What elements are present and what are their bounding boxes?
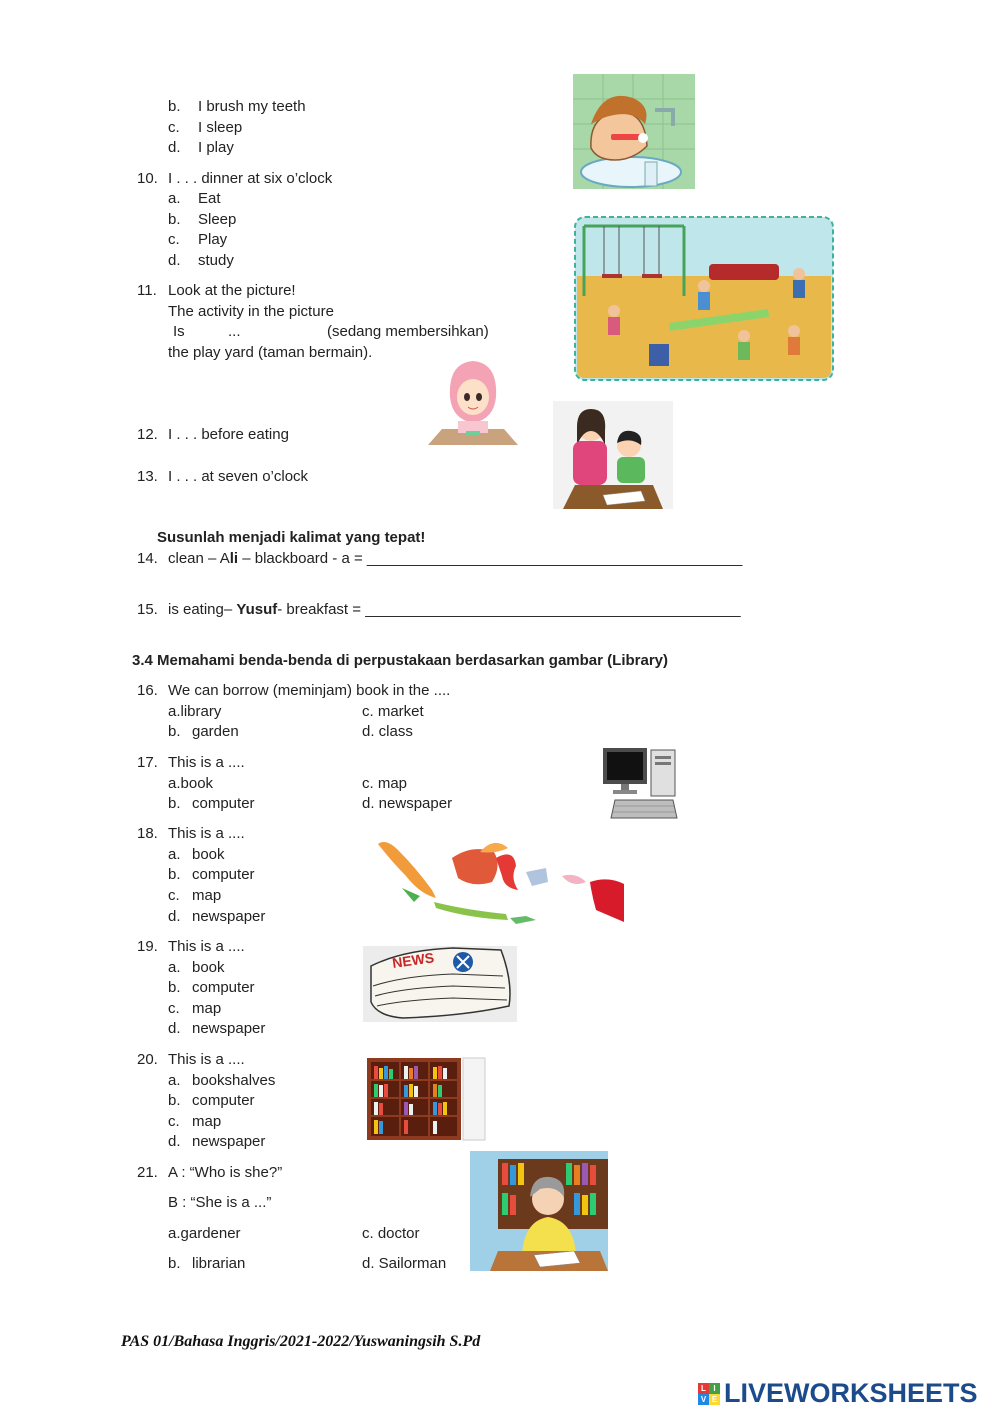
q17-opt-b: computer	[192, 795, 255, 812]
q10-opt-a-letter: a.	[168, 190, 181, 207]
mother-helping-study-image	[553, 401, 673, 509]
q17-question: This is a ....	[168, 754, 245, 771]
q20-question: This is a ....	[168, 1051, 245, 1068]
q15-words: is eating– Yusuf- breakfast = _____________________________________________	[168, 601, 741, 618]
q9-opt-d-letter: d.	[168, 139, 181, 156]
q9-opt-b-letter: b.	[168, 98, 181, 115]
q19-number: 19.	[137, 938, 158, 955]
q14-words: clean – Ali – blackboard - a = _____________________________________________	[168, 550, 743, 567]
section-library-heading: 3.4 Memahami benda-benda di perpustakaan berdasarkan gambar (Library)	[132, 652, 669, 669]
q20-opt-a-letter: a.	[168, 1072, 181, 1089]
q21-opt-b-letter: b.	[168, 1255, 181, 1272]
q20-number: 20.	[137, 1051, 158, 1068]
q10-opt-c-letter: c.	[168, 231, 180, 248]
librarian-image	[470, 1151, 608, 1271]
q15-answer-line[interactable]: _____________________________________________	[365, 601, 741, 618]
q21-opt-d: d. Sailorman	[362, 1255, 447, 1272]
q21-opt-a: a.gardener	[168, 1225, 241, 1242]
indonesia-map-image	[376, 832, 626, 930]
q16-number: 16.	[137, 682, 158, 699]
newspaper-image	[363, 946, 517, 1022]
q12-question: I . . . before eating	[168, 426, 289, 443]
q21-number: 21.	[137, 1164, 158, 1181]
q11-number: 11.	[137, 282, 157, 299]
computer-image	[601, 746, 679, 820]
q19-opt-a: book	[192, 959, 225, 976]
q20-opt-d: newspaper	[192, 1133, 266, 1150]
q10-opt-c: Play	[198, 231, 228, 248]
girl-washing-hands-image	[428, 357, 518, 447]
q18-opt-b: computer	[192, 866, 255, 883]
q20-opt-b-letter: b.	[168, 1092, 181, 1109]
q10-opt-a: Eat	[198, 190, 221, 207]
q17-opt-a: a.book	[168, 775, 214, 792]
q16-opt-b: garden	[192, 723, 239, 740]
q11-line-3-hint: (sedang membersihkan)	[327, 323, 489, 340]
q20-opt-d-letter: d.	[168, 1133, 181, 1150]
q11-line-1: Look at the picture!	[168, 282, 296, 299]
q17-number: 17.	[137, 754, 158, 771]
q18-number: 18.	[137, 825, 158, 842]
q19-question: This is a ....	[168, 938, 245, 955]
q20-opt-b: computer	[192, 1092, 255, 1109]
liveworksheets-wordmark: LIVEWORKSHEETS	[724, 1378, 978, 1408]
q16-opt-a: a.library	[168, 703, 222, 720]
q20-opt-c-letter: c.	[168, 1113, 180, 1130]
q19-opt-c: map	[192, 1000, 222, 1017]
q9-opt-c: I sleep	[198, 119, 243, 136]
q19-opt-c-letter: c.	[168, 1000, 180, 1017]
q18-opt-b-letter: b.	[168, 866, 181, 883]
q18-opt-a: book	[192, 846, 225, 863]
section-arrange-heading: Susunlah menjadi kalimat yang tepat!	[157, 529, 426, 546]
q11-line-3-is: Is	[173, 323, 185, 340]
newspaper-headline-text: NEWS	[391, 949, 436, 971]
q19-opt-d: newspaper	[192, 1020, 266, 1037]
q21-opt-b: librarian	[192, 1255, 246, 1272]
q14-number: 14.	[137, 550, 158, 567]
q10-opt-b-letter: b.	[168, 211, 181, 228]
q9-opt-c-letter: c.	[168, 119, 180, 136]
q17-opt-b-letter: b.	[168, 795, 181, 812]
q10-opt-d-letter: d.	[168, 252, 181, 269]
q17-opt-d: d. newspaper	[362, 795, 453, 812]
q14-answer-line[interactable]: _____________________________________________	[366, 550, 743, 567]
q11-line-2: The activity in the picture	[168, 303, 334, 320]
q11-blank: ...	[228, 323, 241, 340]
liveworksheets-logo	[698, 1378, 978, 1409]
q21-line-a: A : “Who is she?”	[168, 1164, 283, 1181]
boy-brushing-teeth-image	[573, 74, 695, 189]
q21-opt-c: c. doctor	[362, 1225, 420, 1242]
q9-opt-d: I play	[198, 139, 234, 156]
q19-opt-b-letter: b.	[168, 979, 181, 996]
q10-opt-d: study	[198, 252, 234, 269]
q16-opt-d: d. class	[362, 723, 413, 740]
playground-cleaning-image	[574, 216, 834, 381]
q10-opt-b: Sleep	[198, 211, 237, 228]
q16-opt-b-letter: b.	[168, 723, 181, 740]
bookshelves-image	[365, 1054, 487, 1142]
q11-line-4: the play yard (taman bermain).	[168, 344, 373, 361]
q18-opt-c: map	[192, 887, 222, 904]
q16-question: We can borrow (meminjam) book in the ....	[168, 682, 451, 699]
q9-opt-b: I brush my teeth	[198, 98, 306, 115]
q10-number: 10.	[137, 170, 158, 187]
liveworksheets-logo-icon: L I V E	[698, 1383, 720, 1405]
q18-opt-c-letter: c.	[168, 887, 180, 904]
q13-question: I . . . at seven o’clock	[168, 468, 309, 485]
q16-opt-c: c. market	[362, 703, 424, 720]
q19-opt-d-letter: d.	[168, 1020, 181, 1037]
q13-number: 13.	[137, 468, 158, 485]
q21-line-b: B : “She is a ...”	[168, 1194, 272, 1211]
q19-opt-a-letter: a.	[168, 959, 181, 976]
footer-text: PAS 01/Bahasa Inggris/2021-2022/Yuswaningsih S.Pd	[121, 1333, 481, 1350]
q19-opt-b: computer	[192, 979, 255, 996]
q18-opt-d: newspaper	[192, 908, 266, 925]
q17-opt-c: c. map	[362, 775, 408, 792]
q20-opt-a: bookshalves	[192, 1072, 276, 1089]
q12-number: 12.	[137, 426, 158, 443]
q15-number: 15.	[137, 601, 158, 618]
q18-opt-a-letter: a.	[168, 846, 181, 863]
q18-opt-d-letter: d.	[168, 908, 181, 925]
q10-question: I . . . dinner at six o’clock	[168, 170, 333, 187]
q20-opt-c: map	[192, 1113, 222, 1130]
q18-question: This is a ....	[168, 825, 245, 842]
